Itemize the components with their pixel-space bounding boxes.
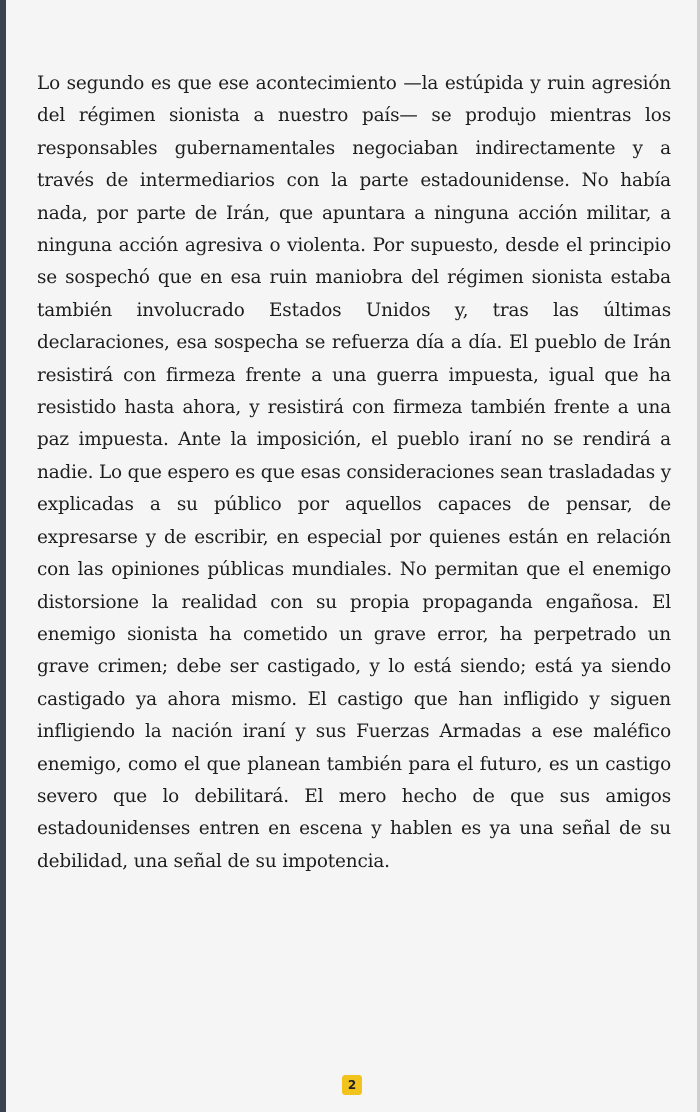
left-edge-bar bbox=[0, 0, 6, 1112]
page-number-badge: 2 bbox=[342, 1075, 362, 1095]
body-paragraph: Lo segundo es que ese acontecimiento —la estúpida y ruin agresión del régimen sionista a nuestro país— se produjo mientras los responsables gubernamentales negociaban indirectamente y a través de intermediarios con la parte estadounidense. No había nada, por parte de Irán, que apuntara a ninguna acción militar, a ninguna acción agresiva o violenta. Por supuesto, desde el principio se sospechó que en esa ruin maniobra del régimen sionista estaba también involucrado Estados Unidos y, tras las últimas declaraciones, esa sospecha se refuerza día a día. El pueblo de Irán resistirá con firmeza frente a una guerra impuesta, igual que ha resistido hasta ahora, y resistirá con firmeza también frente a una paz impuesta. Ante la imposición, el pueblo iraní no se rendirá a nadie. Lo que espero es que esas consideraciones sean trasladadas y explicadas a su público por aquellos capaces de pensar, de expresarse y de escribir, en especial por quienes están en relación con las opiniones públicas mundiales. No permitan que el enemigo distorsione la realidad con su propia propaganda engañosa. El enemigo sionista ha cometido un grave error, ha perpetrado un grave crimen; debe ser castigado, y lo está siendo; está ya siendo castigado ya ahora mismo. El castigo que han infligido y siguen infligiendo la nación iraní y sus Fuerzas Armadas a ese maléfico enemigo, como el que planean también para el futuro, es un castigo severo que lo debilitará. El mero hecho de que sus amigos estadounidenses entren en escena y hablen es ya una señal de su debilidad, una señal de su impotencia. bbox=[37, 73, 671, 872]
